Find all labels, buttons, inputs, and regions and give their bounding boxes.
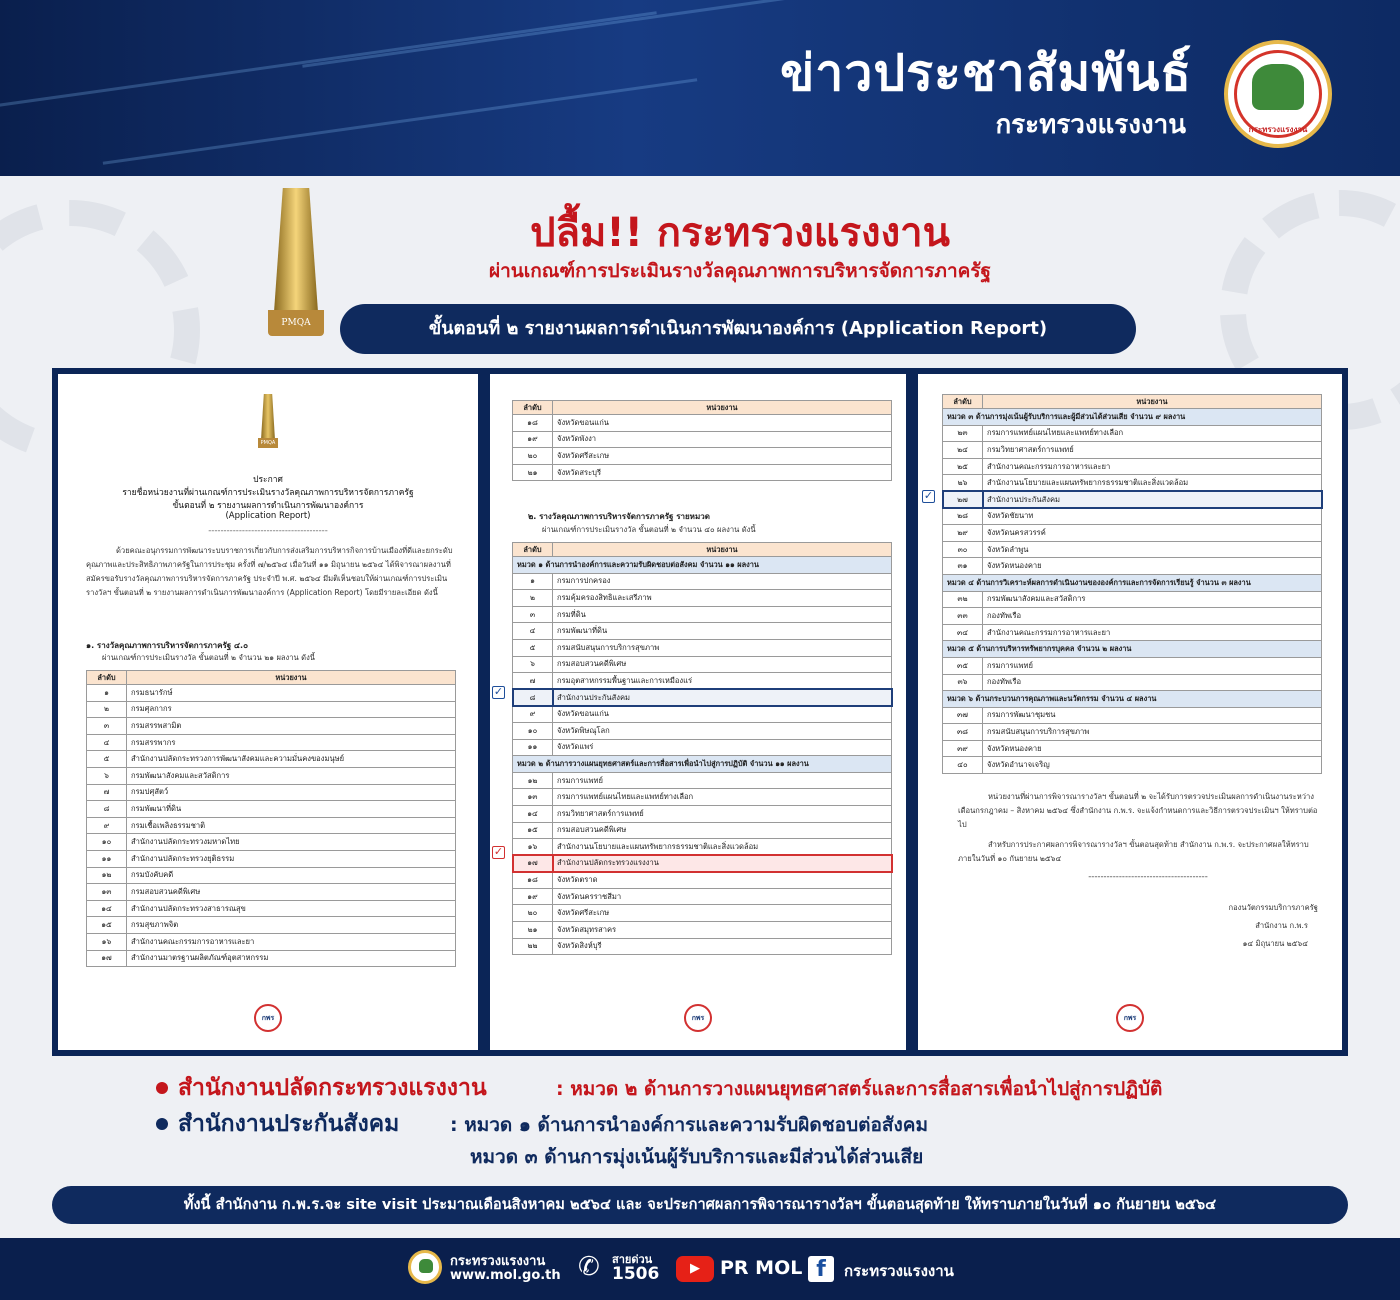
row-number: ๑๐ bbox=[513, 722, 553, 739]
row-unit-name: สำนักงานมาตรฐานผลิตภัณฑ์อุตสาหกรรม bbox=[127, 950, 456, 967]
row-number: ๗ bbox=[87, 784, 127, 801]
row-unit-name: สำนักงานปลัดกระทรวงยุติธรรม bbox=[127, 850, 456, 867]
row-unit-name: จังหวัดศรีสะเกษ bbox=[553, 448, 892, 465]
row-number: ๔ bbox=[87, 734, 127, 751]
checkbox-checked-icon: ✓ bbox=[493, 845, 504, 858]
row-unit-name: กรมสนับสนุนการบริการสุขภาพ bbox=[553, 639, 892, 656]
row-number: ๑๓ bbox=[87, 884, 127, 901]
row-unit-name: จังหวัดหนองคาย bbox=[983, 558, 1322, 575]
table-row bbox=[87, 950, 456, 967]
signature-unit: กองนวัตกรรมบริการภาครัฐ bbox=[1228, 903, 1318, 912]
row-number: ๒๕ bbox=[943, 458, 983, 475]
row-unit-name: กรมสอบสวนคดีพิเศษ bbox=[127, 884, 456, 901]
table-row bbox=[513, 855, 892, 872]
header-banner bbox=[0, 0, 1400, 176]
table-row bbox=[943, 425, 1322, 442]
row-number: ๒๗ bbox=[943, 491, 983, 508]
column-header: ลำดับ bbox=[513, 543, 553, 557]
row-number: ๑ bbox=[87, 685, 127, 702]
table-row bbox=[943, 608, 1322, 625]
row-unit-name: จังหวัดนครราชสีมา bbox=[553, 888, 892, 905]
row-number: ๘ bbox=[513, 689, 553, 706]
table-row bbox=[513, 922, 892, 939]
table-row bbox=[943, 624, 1322, 641]
column-header: หน่วยงาน bbox=[553, 401, 892, 415]
row-number: ๓ bbox=[87, 718, 127, 735]
table-row bbox=[87, 884, 456, 901]
table-row bbox=[87, 734, 456, 751]
data-table bbox=[512, 400, 892, 481]
table-row bbox=[943, 475, 1322, 492]
doc-paragraph: สำหรับการประกาศผลการพิจารณารางวัลฯ ขั้นตอนสุดท้าย สำนักงาน ก.พ.ร. จะประกาศผลให้ทราบภายในวันที่ ๑๐ กันยายน ๒๕๖๔ bbox=[958, 840, 1309, 863]
row-unit-name: กรมธนารักษ์ bbox=[127, 685, 456, 702]
table-row bbox=[513, 905, 892, 922]
row-number: ๒๐ bbox=[513, 905, 553, 922]
row-unit-name: กรมอุตสาหกรรมพื้นฐานและการเหมืองแร่ bbox=[553, 673, 892, 690]
row-number: ๑๖ bbox=[513, 839, 553, 856]
row-unit-name: จังหวัดลำพูน bbox=[983, 541, 1322, 558]
row-number: ๓๘ bbox=[943, 724, 983, 741]
table-row bbox=[513, 573, 892, 590]
table-row bbox=[513, 448, 892, 465]
table-row bbox=[513, 805, 892, 822]
table-row bbox=[87, 817, 456, 834]
table-row bbox=[943, 458, 1322, 475]
step-banner: ขั้นตอนที่ ๒ รายงานผลการดำเนินการพัฒนาองค์การ (Application Report) bbox=[340, 304, 1136, 354]
row-number: ๔๐ bbox=[943, 757, 983, 774]
table-row bbox=[87, 751, 456, 768]
row-number: ๒๑ bbox=[513, 464, 553, 481]
table-row bbox=[513, 656, 892, 673]
row-unit-name: กรมที่ดิน bbox=[553, 606, 892, 623]
doc-heading: ขั้นตอนที่ ๒ รายงานผลการดำเนินการพัฒนาองค์การ bbox=[172, 501, 364, 511]
row-unit-name: กรมการพัฒนาชุมชน bbox=[983, 707, 1322, 724]
row-number: ๕ bbox=[87, 751, 127, 768]
table-row bbox=[513, 789, 892, 806]
row-number: ๑๘ bbox=[513, 415, 553, 432]
row-number: ๓๙ bbox=[943, 740, 983, 757]
row-number: ๗ bbox=[513, 673, 553, 690]
pmqa-logo-icon: PMQA bbox=[258, 394, 278, 450]
row-unit-name: สำนักงานประกันสังคม bbox=[553, 689, 892, 706]
row-number: ๖ bbox=[87, 767, 127, 784]
table-row bbox=[87, 718, 456, 735]
row-unit-name: กรมการแพทย์ bbox=[553, 772, 892, 789]
row-unit-name: กรมปศุสัตว์ bbox=[127, 784, 456, 801]
doc-separator: --------------------------------------- bbox=[208, 526, 328, 536]
row-number: ๙ bbox=[513, 706, 553, 723]
table-row bbox=[943, 707, 1322, 724]
facebook-page-link[interactable]: กระทรวงแรงงาน bbox=[844, 1262, 954, 1280]
row-unit-name: กรมสอบสวนคดีพิเศษ bbox=[553, 656, 892, 673]
row-number: ๒๘ bbox=[943, 508, 983, 525]
summary-org-1-category: : หมวด ๒ ด้านการวางแผนยุทธศาสตร์และการสื่อสารเพื่อนำไปสู่การปฏิบัติ bbox=[556, 1078, 1163, 1100]
row-unit-name: สำนักงานปลัดกระทรวงแรงงาน bbox=[553, 855, 892, 872]
row-unit-name: จังหวัดขอนแก่น bbox=[553, 706, 892, 723]
table-row bbox=[513, 639, 892, 656]
row-unit-name: กรมวิทยาศาสตร์การแพทย์ bbox=[553, 805, 892, 822]
table-row bbox=[943, 674, 1322, 691]
column-header: ลำดับ bbox=[513, 401, 553, 415]
row-number: ๒๓ bbox=[943, 425, 983, 442]
summary-org-1: สำนักงานปลัดกระทรวงแรงงาน bbox=[178, 1075, 487, 1101]
doc-paragraph: หน่วยงานที่ผ่านการพิจารณารางวัลฯ ขั้นตอนที่ ๒ จะได้รับการตรวจประเมินผลการดำเนินงานระหว่างเดือนกรกฎาคม – สิงหาคม ๒๕๖๔ ซึ่งสำนักงาน ก.พ.ร. จะแจ้งกำหนดการและวิธีการตรวจประเมินฯ ให้ทราบต่อไป bbox=[958, 792, 1318, 829]
row-unit-name: กรมสนับสนุนการบริการสุขภาพ bbox=[983, 724, 1322, 741]
row-number: ๑๘ bbox=[513, 872, 553, 889]
row-unit-name: สำนักงานคณะกรรมการอาหารและยา bbox=[127, 933, 456, 950]
document-page-2 bbox=[484, 368, 912, 1056]
row-unit-name: กรมการแพทย์แผนไทยและแพทย์ทางเลือก bbox=[983, 425, 1322, 442]
table-row bbox=[943, 657, 1322, 674]
table-row bbox=[87, 784, 456, 801]
row-number: ๖ bbox=[513, 656, 553, 673]
row-number: ๙ bbox=[87, 817, 127, 834]
ministry-seal-icon bbox=[408, 1250, 442, 1284]
row-unit-name: จังหวัดสระบุรี bbox=[553, 464, 892, 481]
bullet-icon bbox=[156, 1118, 168, 1130]
table-row bbox=[87, 933, 456, 950]
table-row bbox=[943, 442, 1322, 459]
bullet-icon bbox=[156, 1082, 168, 1094]
row-unit-name: กองทัพเรือ bbox=[983, 674, 1322, 691]
table-row bbox=[513, 673, 892, 690]
row-unit-name: จังหวัดพิษณุโลก bbox=[553, 722, 892, 739]
data-table bbox=[512, 542, 892, 955]
row-number: ๑๕ bbox=[513, 822, 553, 839]
subheadline: ผ่านเกณฑ์การประเมินรางวัลคุณภาพการบริหารจัดการภาครัฐ bbox=[488, 260, 992, 282]
hotline-number[interactable]: 1506 bbox=[612, 1264, 660, 1284]
row-unit-name: จังหวัดแพร่ bbox=[553, 739, 892, 756]
table-row bbox=[943, 491, 1322, 508]
youtube-channel-link[interactable]: PR MOL bbox=[720, 1257, 803, 1279]
facebook-icon[interactable]: f bbox=[808, 1256, 834, 1282]
signature-date: ๑๔ มิถุนายน ๒๕๖๔ bbox=[1242, 939, 1308, 948]
pmqa-trophy-icon bbox=[268, 188, 324, 336]
row-unit-name: สำนักงานปลัดกระทรวงการพัฒนาสังคมและความมั่นคงของมนุษย์ bbox=[127, 751, 456, 768]
doc-section-title: ๒. รางวัลคุณภาพการบริหารจัดการภาครัฐ รายหมวด bbox=[528, 512, 710, 521]
row-number: ๒ bbox=[87, 701, 127, 718]
table-row bbox=[87, 801, 456, 818]
decorative-streak bbox=[103, 78, 698, 164]
footer bbox=[0, 1238, 1400, 1300]
row-number: ๑๔ bbox=[513, 805, 553, 822]
row-number: ๑ bbox=[513, 573, 553, 590]
row-unit-name: สำนักงานคณะกรรมการอาหารและยา bbox=[983, 624, 1322, 641]
checkbox-checked-icon: ✓ bbox=[923, 489, 934, 502]
column-header: ลำดับ bbox=[943, 395, 983, 409]
row-unit-name: จังหวัดพังงา bbox=[553, 431, 892, 448]
table-row bbox=[513, 722, 892, 739]
table-row bbox=[943, 525, 1322, 542]
row-unit-name: จังหวัดสิงห์บุรี bbox=[553, 938, 892, 955]
row-unit-name: กรมพัฒนาสังคมและสวัสดิการ bbox=[127, 767, 456, 784]
row-number: ๑๙ bbox=[513, 431, 553, 448]
seal-text: กระทรวงแรงงาน bbox=[1248, 125, 1308, 134]
row-number: ๑๔ bbox=[87, 900, 127, 917]
doc-heading: (Application Report) bbox=[225, 511, 311, 521]
row-unit-name: กรมเชื้อเพลิงธรรมชาติ bbox=[127, 817, 456, 834]
row-unit-name: สำนักงานปลัดกระทรวงสาธารณสุข bbox=[127, 900, 456, 917]
row-unit-name: จังหวัดชัยนาท bbox=[983, 508, 1322, 525]
row-unit-name: กรมพัฒนาที่ดิน bbox=[553, 623, 892, 640]
doc-section-sub: ผ่านเกณฑ์การประเมินรางวัล ขั้นตอนที่ ๒ จำนวน ๔๐ ผลงาน ดังนี้ bbox=[542, 525, 756, 534]
column-header: หน่วยงาน bbox=[127, 671, 456, 685]
category-row: หมวด ๒ ด้านการวางแผนยุทธศาสตร์และการสื่อสารเพื่อนำไปสู่การปฏิบัติ จำนวน ๑๑ ผลงาน bbox=[513, 756, 892, 773]
row-number: ๑๗ bbox=[87, 950, 127, 967]
row-number: ๒๒ bbox=[513, 938, 553, 955]
row-unit-name: กรมพัฒนาสังคมและสวัสดิการ bbox=[983, 591, 1322, 608]
checkbox-checked-icon: ✓ bbox=[493, 685, 504, 698]
summary-org-2-category-1: : หมวด ๑ ด้านการนำองค์การและความรับผิดชอบต่อสังคม bbox=[450, 1114, 928, 1136]
footer-website-link[interactable]: www.mol.go.th bbox=[450, 1268, 561, 1283]
table-row bbox=[87, 767, 456, 784]
row-number: ๑๒ bbox=[87, 867, 127, 884]
row-number: ๒๖ bbox=[943, 475, 983, 492]
doc-section-sub: ผ่านเกณฑ์การประเมินรางวัล ขั้นตอนที่ ๒ จำนวน ๒๑ ผลงาน ดังนี้ bbox=[102, 653, 315, 662]
row-number: ๕ bbox=[513, 639, 553, 656]
row-number: ๑๑ bbox=[513, 739, 553, 756]
row-unit-name: จังหวัดตราด bbox=[553, 872, 892, 889]
category-row: หมวด ๖ ด้านกระบวนการคุณภาพและนวัตกรรม จำนวน ๔ ผลงาน bbox=[943, 691, 1322, 708]
table-row bbox=[943, 558, 1322, 575]
table-row bbox=[943, 508, 1322, 525]
table-row bbox=[513, 888, 892, 905]
row-unit-name: จังหวัดสมุทรสาคร bbox=[553, 922, 892, 939]
ministry-seal-icon bbox=[1224, 40, 1332, 148]
column-header: ลำดับ bbox=[87, 671, 127, 685]
row-unit-name: จังหวัดนครสวรรค์ bbox=[983, 525, 1322, 542]
summary-org-2-category-2: หมวด ๓ ด้านการมุ่งเน้นผู้รับบริการและมีส่วนได้ส่วนเสีย bbox=[470, 1146, 924, 1168]
table-row bbox=[87, 701, 456, 718]
page-title: ข่าวประชาสัมพันธ์ bbox=[780, 44, 1192, 102]
table-row bbox=[87, 867, 456, 884]
table-row bbox=[513, 739, 892, 756]
row-unit-name: สำนักงานปลัดกระทรวงมหาดไทย bbox=[127, 834, 456, 851]
table-row bbox=[943, 541, 1322, 558]
table-row bbox=[513, 606, 892, 623]
table-row bbox=[943, 740, 1322, 757]
table-row bbox=[513, 772, 892, 789]
data-table bbox=[942, 394, 1322, 774]
row-unit-name: กรมการแพทย์แผนไทยและแพทย์ทางเลือก bbox=[553, 789, 892, 806]
row-number: ๓๖ bbox=[943, 674, 983, 691]
row-unit-name: กรมสอบสวนคดีพิเศษ bbox=[553, 822, 892, 839]
phone-icon: ✆ bbox=[578, 1252, 600, 1282]
column-header: หน่วยงาน bbox=[553, 543, 892, 557]
row-number: ๑๖ bbox=[87, 933, 127, 950]
row-unit-name: กรมการแพทย์ bbox=[983, 657, 1322, 674]
table-row bbox=[513, 464, 892, 481]
opdc-logo-icon: กพร bbox=[254, 1004, 282, 1032]
row-number: ๑๒ bbox=[513, 772, 553, 789]
youtube-icon[interactable]: ▶ bbox=[676, 1256, 714, 1282]
row-number: ๓๐ bbox=[943, 541, 983, 558]
row-unit-name: กรมสรรพสามิต bbox=[127, 718, 456, 735]
row-number: ๘ bbox=[87, 801, 127, 818]
document-page-1 bbox=[52, 368, 484, 1056]
table-row bbox=[87, 850, 456, 867]
row-number: ๑๗ bbox=[513, 855, 553, 872]
row-number: ๒๐ bbox=[513, 448, 553, 465]
row-number: ๓ bbox=[513, 606, 553, 623]
row-unit-name: จังหวัดศรีสะเกษ bbox=[553, 905, 892, 922]
doc-paragraph: ด้วยคณะอนุกรรมการพัฒนาระบบราชการเกี่ยวกับการส่งเสริมการบริหารกิจการบ้านเมืองที่ดีและยกระดับคุณภาพและประสิทธิภาพภาครัฐในการประชุม ครั้งที่ ๗/๒๕๖๔ เมื่อวันที่ ๑๑ มิถุนายน ๒๕๖๔ ได้พิจารณาผลงานที่สมัครขอรับรางวัลคุณภาพการบริหารจัดการภาครัฐ ประจำปี พ.ศ. ๒๕๖๔ มีมติเห็นชอบให้ผ่านเกณฑ์การประเมินรางวัลฯ ขั้นตอนที่ ๒ รายงานผลการดำเนินการพัฒนาองค์การ (Application Report) โดยมีรายละเอียด ดังนี้ bbox=[86, 546, 453, 597]
row-unit-name: สำนักงานนโยบายและแผนทรัพยากรธรรมชาติและสิ่งแวดล้อม bbox=[553, 839, 892, 856]
row-number: ๓๕ bbox=[943, 657, 983, 674]
category-row: หมวด ๑ ด้านการนำองค์การและความรับผิดชอบต่อสังคม จำนวน ๑๑ ผลงาน bbox=[513, 557, 892, 574]
summary-org-2: สำนักงานประกันสังคม bbox=[178, 1111, 400, 1137]
row-unit-name: กรมพัฒนาที่ดิน bbox=[127, 801, 456, 818]
page-subtitle: กระทรวงแรงงาน bbox=[995, 110, 1186, 140]
row-number: ๓๓ bbox=[943, 608, 983, 625]
table-row bbox=[87, 917, 456, 934]
category-row: หมวด ๔ ด้านการวิเคราะห์ผลการดำเนินงานขององค์การและการจัดการเรียนรู้ จำนวน ๓ ผลงาน bbox=[943, 574, 1322, 591]
footer-ministry-name: กระทรวงแรงงาน bbox=[450, 1254, 546, 1269]
table-row bbox=[87, 685, 456, 702]
column-header: หน่วยงาน bbox=[983, 395, 1322, 409]
table-row bbox=[513, 822, 892, 839]
row-unit-name: จังหวัดขอนแก่น bbox=[553, 415, 892, 432]
document-page-3 bbox=[912, 368, 1348, 1056]
row-unit-name: กรมคุ้มครองสิทธิและเสรีภาพ bbox=[553, 590, 892, 607]
row-unit-name: สำนักงานนโยบายและแผนทรัพยากรธรรมชาติและสิ่งแวดล้อม bbox=[983, 475, 1322, 492]
table-row bbox=[513, 590, 892, 607]
row-unit-name: กองทัพเรือ bbox=[983, 608, 1322, 625]
table-row bbox=[87, 900, 456, 917]
table-row bbox=[943, 591, 1322, 608]
row-number: ๑๕ bbox=[87, 917, 127, 934]
row-number: ๓๒ bbox=[943, 591, 983, 608]
row-unit-name: จังหวัดหนองคาย bbox=[983, 740, 1322, 757]
row-number: ๑๐ bbox=[87, 834, 127, 851]
row-unit-name: กรมศุลกากร bbox=[127, 701, 456, 718]
row-number: ๑๓ bbox=[513, 789, 553, 806]
doc-separator: --------------------------------------- bbox=[1088, 872, 1208, 882]
hotline-label: สายด่วน bbox=[612, 1253, 653, 1266]
doc-heading: ประกาศ bbox=[253, 475, 283, 485]
row-unit-name: กรมการปกครอง bbox=[553, 573, 892, 590]
category-row: หมวด ๕ ด้านการบริหารทรัพยากรบุคคล จำนวน ๒ ผลงาน bbox=[943, 641, 1322, 658]
row-number: ๔ bbox=[513, 623, 553, 640]
trophy-label: PMQA bbox=[268, 310, 324, 336]
row-number: ๒ bbox=[513, 590, 553, 607]
decorative-streak bbox=[302, 0, 798, 68]
opdc-logo-icon: กพร bbox=[684, 1004, 712, 1032]
row-unit-name: กรมวิทยาศาสตร์การแพทย์ bbox=[983, 442, 1322, 459]
opdc-logo-icon: กพร bbox=[1116, 1004, 1144, 1032]
table-row bbox=[513, 415, 892, 432]
row-unit-name: จังหวัดอำนาจเจริญ bbox=[983, 757, 1322, 774]
signature-office: สำนักงาน ก.พ.ร bbox=[1255, 921, 1308, 930]
row-number: ๒๑ bbox=[513, 922, 553, 939]
row-unit-name: สำนักงานประกันสังคม bbox=[983, 491, 1322, 508]
row-number: ๒๔ bbox=[943, 442, 983, 459]
table-row bbox=[513, 689, 892, 706]
table-row bbox=[87, 834, 456, 851]
table-row bbox=[943, 757, 1322, 774]
table-row bbox=[943, 724, 1322, 741]
category-row: หมวด ๓ ด้านการมุ่งเน้นผู้รับบริการและผู้มีส่วนได้ส่วนเสีย จำนวน ๙ ผลงาน bbox=[943, 409, 1322, 426]
doc-heading: รายชื่อหน่วยงานที่ผ่านเกณฑ์การประเมินรางวัลคุณภาพการบริหารจัดการภาครัฐ bbox=[122, 488, 414, 498]
table-row bbox=[513, 623, 892, 640]
row-number: ๓๔ bbox=[943, 624, 983, 641]
headline: ปลื้ม!! กระทรวงแรงงาน bbox=[530, 210, 950, 256]
row-number: ๑๑ bbox=[87, 850, 127, 867]
row-unit-name: กรมสุขภาพจิต bbox=[127, 917, 456, 934]
table-row bbox=[513, 839, 892, 856]
row-unit-name: กรมบังคับคดี bbox=[127, 867, 456, 884]
table-row bbox=[513, 872, 892, 889]
row-number: ๒๙ bbox=[943, 525, 983, 542]
table-row bbox=[513, 431, 892, 448]
data-table bbox=[86, 670, 456, 967]
row-unit-name: กรมสรรพากร bbox=[127, 734, 456, 751]
row-number: ๑๙ bbox=[513, 888, 553, 905]
row-unit-name: สำนักงานคณะกรรมการอาหารและยา bbox=[983, 458, 1322, 475]
table-row bbox=[513, 938, 892, 955]
doc-section-title: ๑. รางวัลคุณภาพการบริหารจัดการภาครัฐ ๔.๐ bbox=[86, 641, 248, 650]
row-number: ๓๑ bbox=[943, 558, 983, 575]
note-banner: ทั้งนี้ สำนักงาน ก.พ.ร.จะ site visit ประมาณเดือนสิงหาคม ๒๕๖๔ และ จะประกาศผลการพิจารณารางวัลฯ ขั้นตอนสุดท้าย ให้ทราบภายในวันที่ ๑๐ กันยายน ๒๕๖๔ bbox=[52, 1186, 1348, 1224]
row-number: ๓๗ bbox=[943, 707, 983, 724]
table-row bbox=[513, 706, 892, 723]
